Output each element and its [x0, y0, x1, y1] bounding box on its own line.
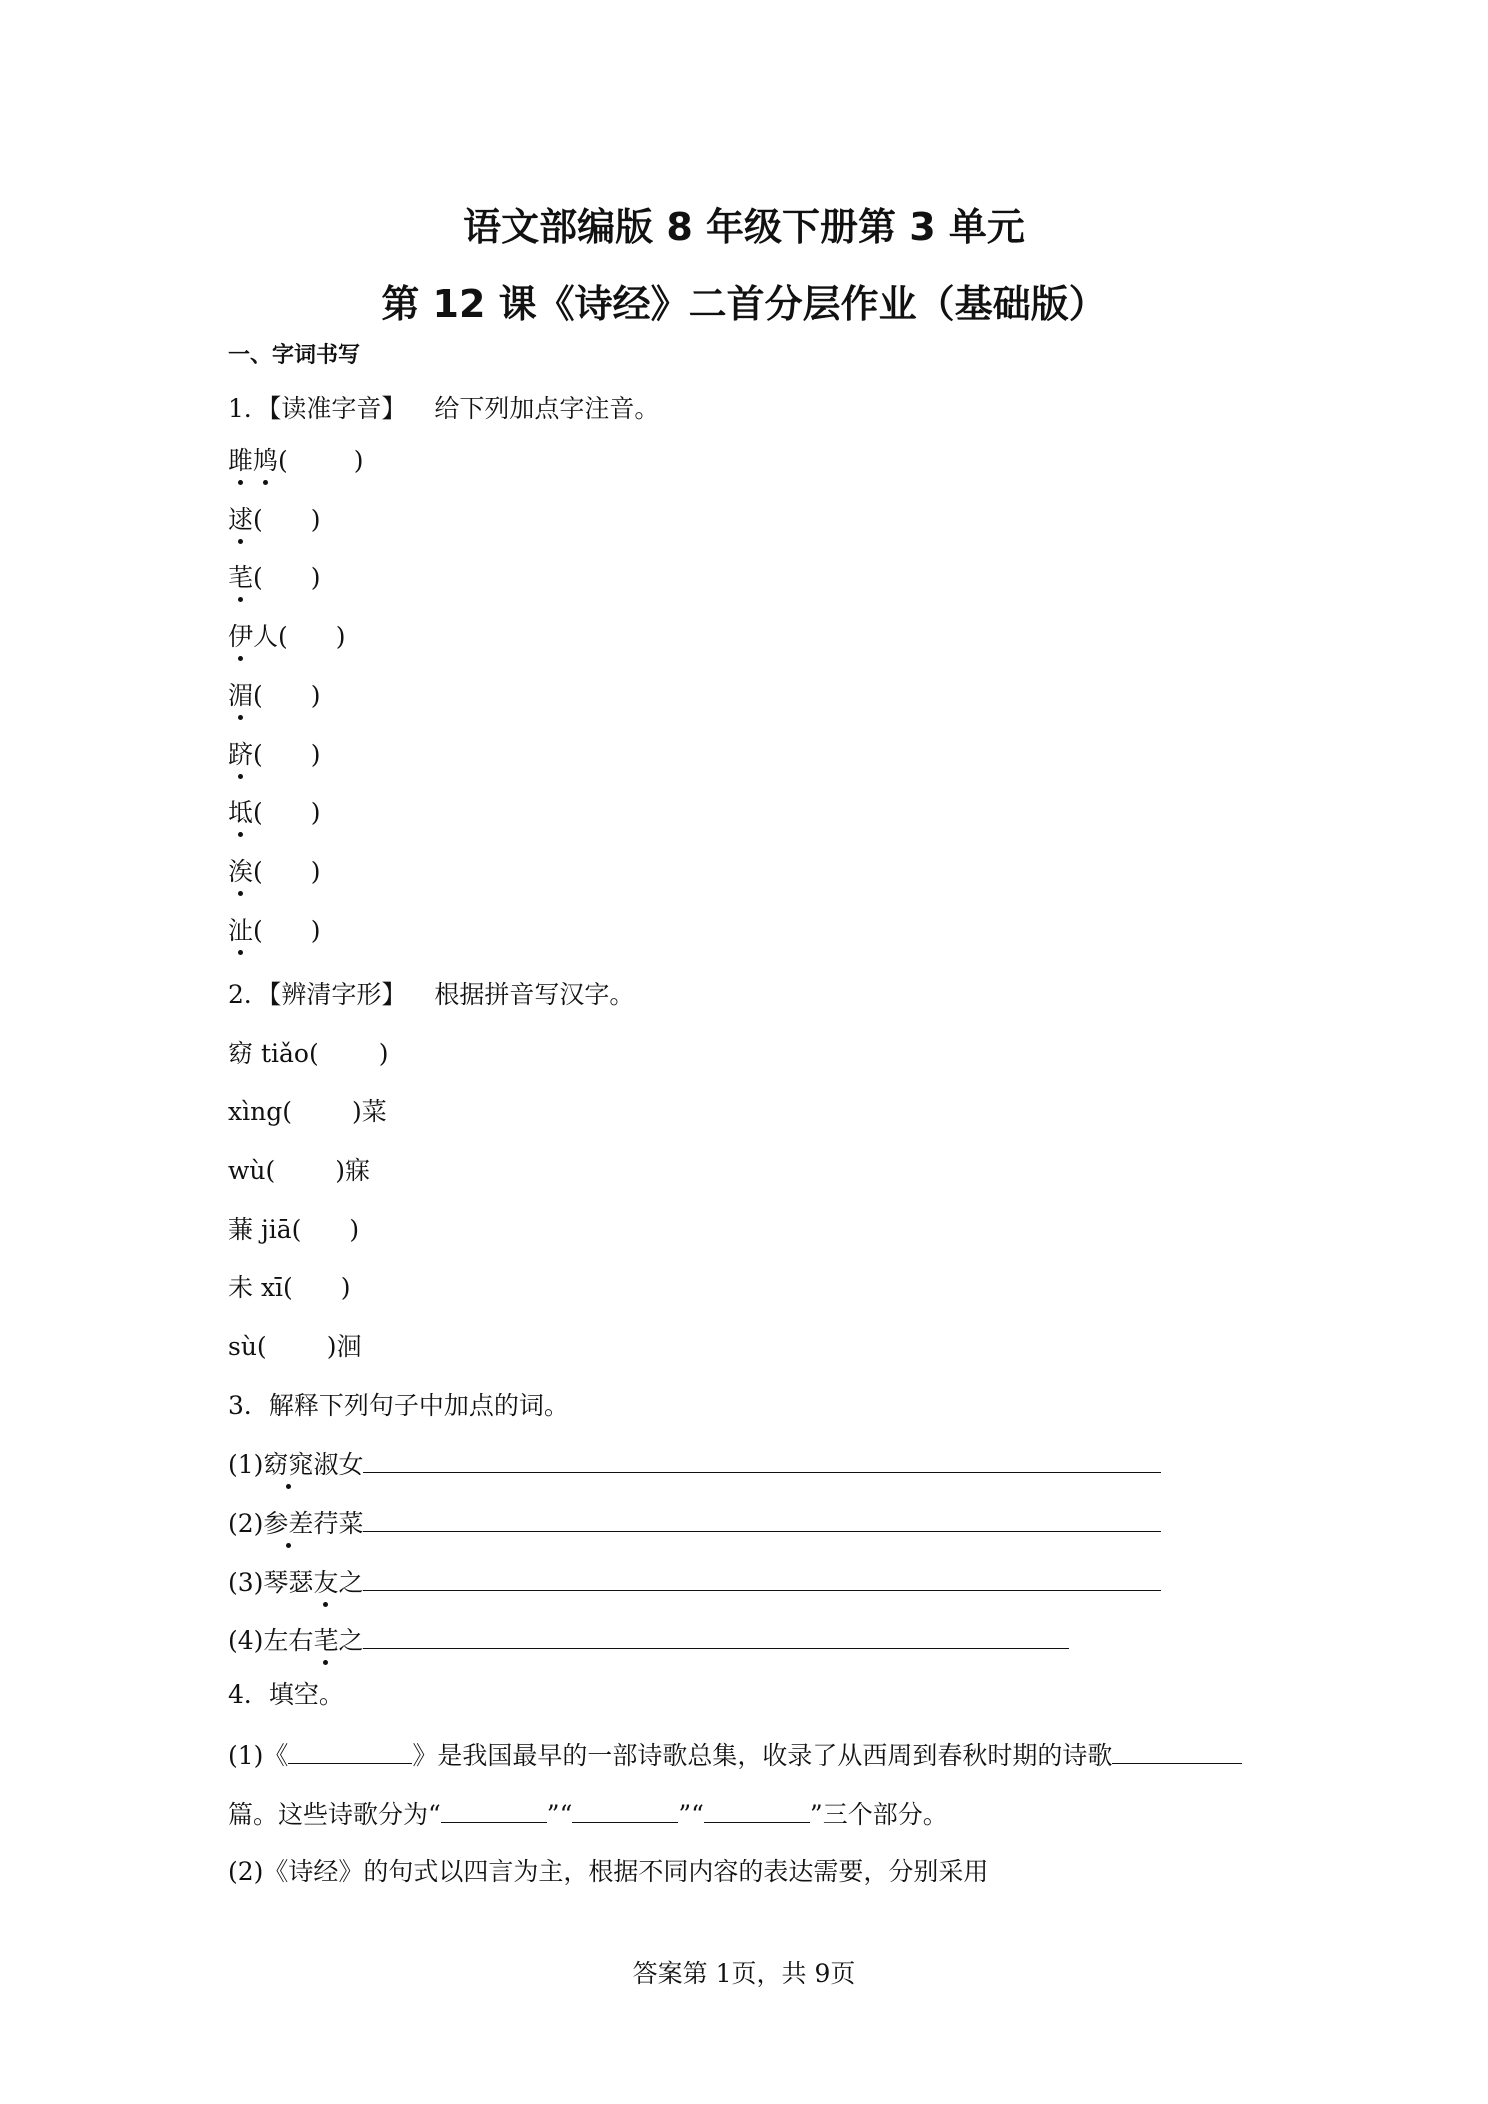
paren-open: ( [253, 563, 263, 592]
write-item-before: 窈 tiǎo( [228, 1039, 319, 1068]
pinyin-item-6 [228, 740, 321, 770]
question-3-heading: 3．解释下列句子中加点的词。 [228, 1391, 569, 1420]
dotted-word [263, 1450, 313, 1480]
paren-open: ( [253, 505, 263, 534]
explain-item-4 [228, 1624, 1069, 1656]
fill-line-3: (2)《诗经》的句式以四言为主，根据不同内容的表达需要，分别采用 [228, 1857, 989, 1886]
fill-blank-part-2[interactable] [572, 1798, 678, 1823]
pinyin-item-1 [228, 446, 364, 476]
fill-blank-count[interactable] [1112, 1739, 1242, 1764]
dotted-char: 伊 [228, 622, 254, 651]
fill-blank-part-3[interactable] [704, 1798, 810, 1823]
dotted-char: 跻 [228, 740, 254, 769]
write-item-after: ) [349, 1215, 360, 1244]
item-rest: 荇菜 [313, 1509, 364, 1538]
item-number: (3) [228, 1568, 264, 1597]
write-item-3 [228, 1156, 370, 1186]
paren-open: ( [253, 798, 263, 827]
page-footer: 答案第 1页，共 9页 [632, 1959, 856, 1988]
fill-line-2 [228, 1798, 948, 1830]
question-2-instruction: 根据拼音写汉字。 [434, 980, 635, 1009]
fill-blank-part-1[interactable] [441, 1798, 547, 1823]
answer-blank[interactable] [363, 1566, 1161, 1591]
paren-close: ) [353, 446, 364, 475]
pinyin-item-7 [228, 798, 321, 828]
fill-line-start: (1)《 [228, 1741, 289, 1770]
question-2-prefix: 2．【辨清字形】 [228, 980, 407, 1009]
item-rest: 淑女 [313, 1450, 364, 1479]
write-item-6 [228, 1332, 361, 1362]
write-item-before: sù( [228, 1332, 267, 1361]
explain-item-2 [228, 1507, 1161, 1539]
write-item-before: wù( [228, 1156, 276, 1185]
paren-open: ( [278, 446, 288, 475]
write-item-before: 未 xī( [228, 1273, 293, 1302]
document-subtitle: 第 12 课《诗经》二首分层作业（基础版） [381, 282, 1107, 326]
dotted-word [313, 1626, 338, 1656]
question-1 [228, 394, 659, 424]
dotted-char: 涘 [228, 857, 254, 886]
dotted-word-text: 芼 [313, 1626, 339, 1655]
write-item-after: )寐 [335, 1156, 371, 1185]
pinyin-item-2 [228, 505, 321, 535]
fill-line-sep: ”“ [678, 1800, 704, 1829]
answer-blank[interactable] [363, 1507, 1161, 1532]
fill-line-1 [228, 1739, 1242, 1771]
dotted-char: 坻 [228, 798, 254, 827]
fill-line-end: ”三个部分。 [809, 1800, 948, 1829]
document-title: 语文部编版 8 年级下册第 3 单元 [463, 205, 1025, 249]
dotted-word-text: 参差 [263, 1509, 314, 1538]
paren-close: ) [310, 740, 321, 769]
paren-open: ( [253, 740, 263, 769]
write-item-before: xìng( [228, 1097, 292, 1126]
dotted-word [263, 1509, 313, 1539]
explain-item-3 [228, 1566, 1161, 1598]
fill-line-sep: ”“ [546, 1800, 573, 1829]
paren-close: ) [310, 681, 321, 710]
item-pre: 左右 [263, 1626, 314, 1655]
plain-char: 人 [253, 622, 279, 651]
pinyin-item-3 [228, 563, 321, 593]
answer-blank[interactable] [363, 1624, 1069, 1649]
dotted-word-text: 窈窕 [263, 1450, 314, 1479]
write-item-before: 蒹 jiā( [228, 1215, 302, 1244]
dotted-word-text: 友 [313, 1568, 339, 1597]
pinyin-item-5 [228, 681, 321, 711]
dotted-char: 鸠 [253, 446, 279, 475]
question-1-instruction: 给下列加点字注音。 [434, 394, 660, 423]
question-2 [228, 980, 634, 1010]
fill-line-start: 篇。这些诗歌分为“ [228, 1800, 441, 1829]
paren-close: ) [310, 916, 321, 945]
item-pre: 琴瑟 [263, 1568, 314, 1597]
write-item-4 [228, 1215, 359, 1245]
item-number: (4) [228, 1626, 264, 1655]
write-item-after: )洄 [326, 1332, 362, 1361]
dotted-char: 逑 [228, 505, 254, 534]
item-number: (2) [228, 1509, 264, 1538]
answer-blank[interactable] [363, 1448, 1161, 1473]
write-item-5 [228, 1273, 351, 1303]
write-item-after: ) [340, 1273, 351, 1302]
dotted-char: 雎 [228, 446, 254, 475]
pinyin-item-4 [228, 622, 346, 652]
item-rest: 之 [338, 1568, 364, 1597]
paren-close: ) [310, 563, 321, 592]
dotted-char: 湄 [228, 681, 254, 710]
paren-open: ( [253, 857, 263, 886]
dotted-char: 沚 [228, 916, 254, 945]
fill-line-mid: 》是我国最早的一部诗歌总集，收录了从西周到春秋时期的诗歌 [412, 1741, 1113, 1770]
dotted-word [313, 1568, 338, 1598]
paren-close: ) [335, 622, 346, 651]
item-number: (1) [228, 1450, 264, 1479]
write-item-after: )菜 [351, 1097, 387, 1126]
paren-close: ) [310, 505, 321, 534]
write-item-1 [228, 1039, 388, 1069]
paren-open: ( [278, 622, 288, 651]
paren-close: ) [310, 857, 321, 886]
write-item-after: ) [378, 1039, 389, 1068]
question-4-heading: 4．填空。 [228, 1680, 344, 1709]
paren-close: ) [310, 798, 321, 827]
pinyin-item-8 [228, 857, 321, 887]
dotted-char: 芼 [228, 563, 254, 592]
explain-item-1 [228, 1448, 1161, 1480]
question-1-prefix: 1．【读准字音】 [228, 394, 407, 423]
fill-blank-book[interactable] [288, 1739, 412, 1764]
section-heading: 一、字词书写 [228, 343, 361, 368]
paren-open: ( [253, 916, 263, 945]
pinyin-item-9 [228, 916, 321, 946]
write-item-2 [228, 1097, 387, 1127]
item-rest: 之 [338, 1626, 364, 1655]
paren-open: ( [253, 681, 263, 710]
